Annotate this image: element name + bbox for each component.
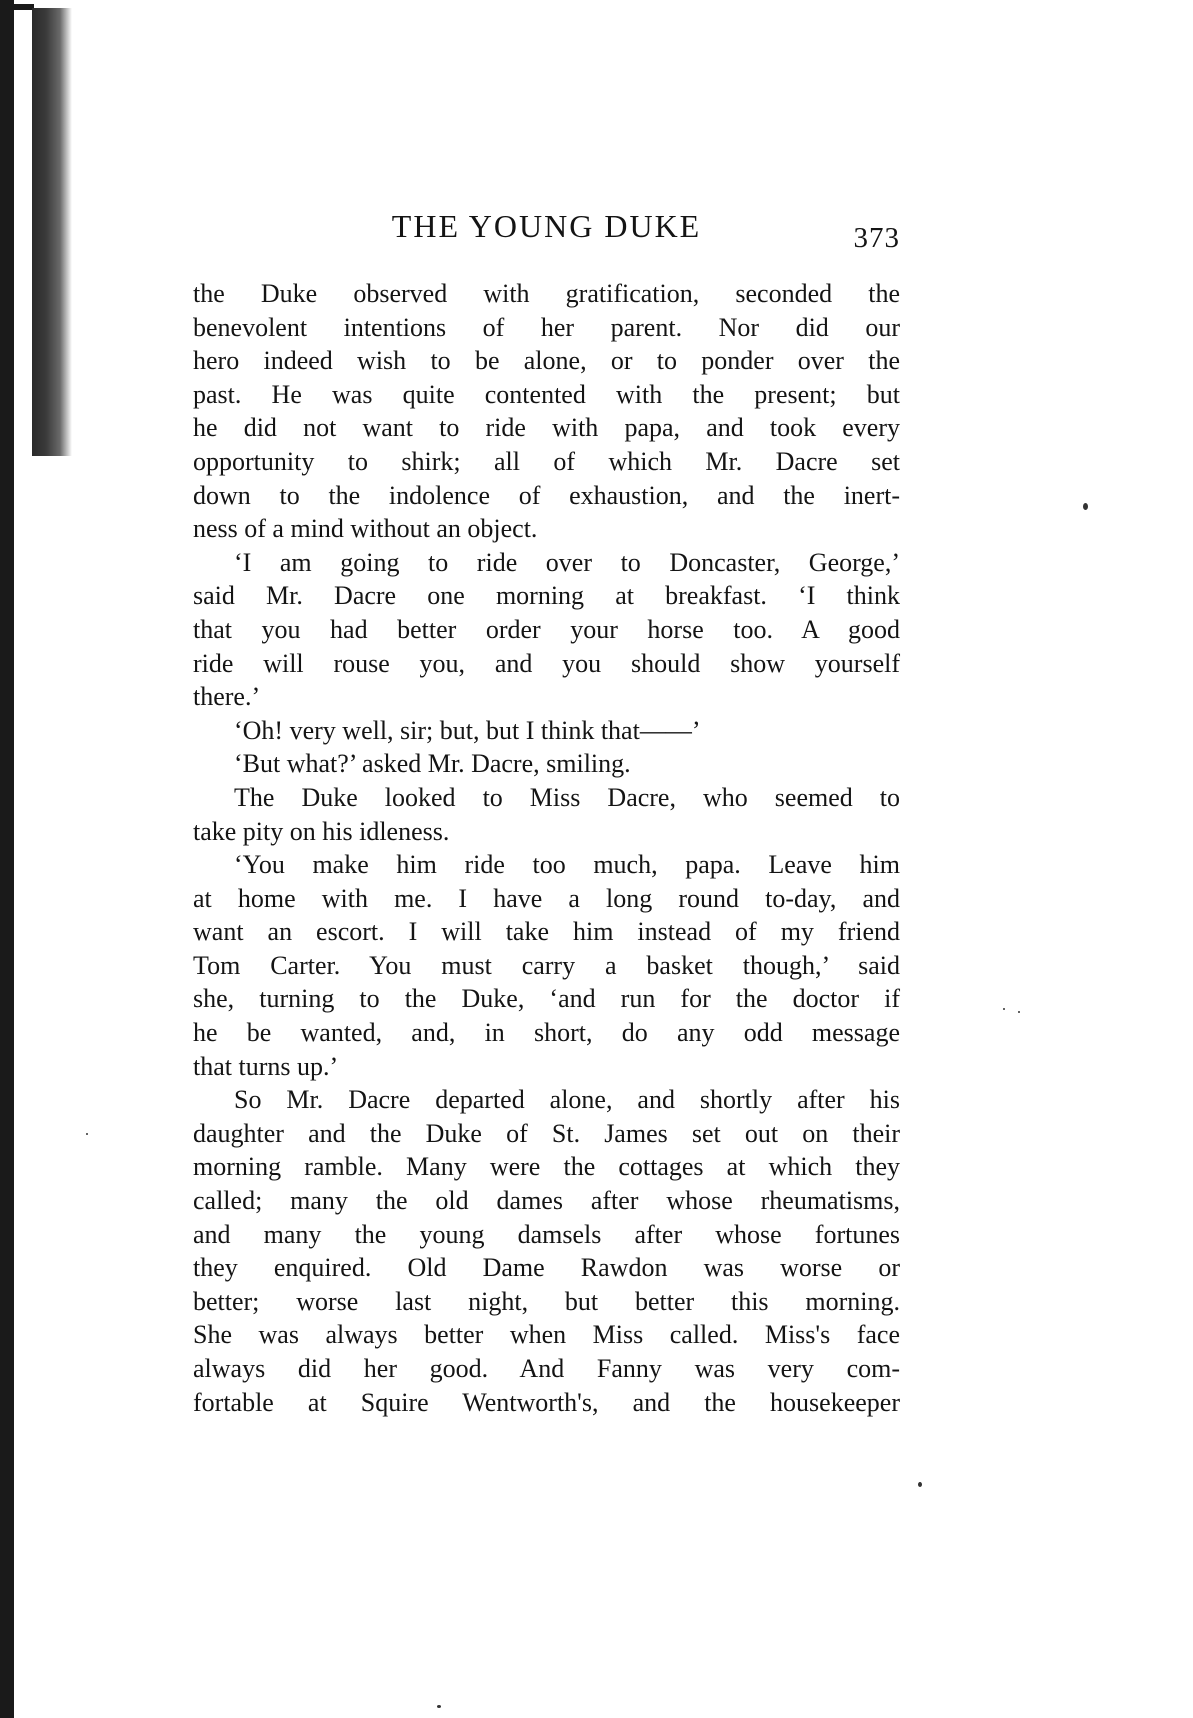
paper-speck xyxy=(918,1482,922,1487)
text-line: they enquired. Old Dame Rawdon was worse or xyxy=(193,1253,900,1283)
text-line: always did her good. And Fanny was very com- xyxy=(193,1354,900,1383)
text-line: The Duke looked to Miss Dacre, who seemed to xyxy=(234,782,900,812)
text-line: that you had better order your horse too. A good xyxy=(193,614,900,644)
text-line: morning ramble. Many were the cottages at which they xyxy=(193,1152,900,1182)
paper-speck xyxy=(1018,1011,1020,1013)
text-line: benevolent intentions of her parent. Nor did our xyxy=(193,312,900,342)
text-line: past. He was quite contented with the present; but xyxy=(193,379,900,409)
binding-shadow xyxy=(32,8,72,456)
text-line: the Duke observed with gratification, seconded the xyxy=(193,279,900,308)
text-line: ness of a mind without an object. xyxy=(193,514,538,544)
text-line: she, turning to the Duke, ‘and run for the doctor if xyxy=(193,984,900,1014)
text-line: said Mr. Dacre one morning at breakfast. ‘I think xyxy=(193,581,900,611)
text-line: Tom Carter. You must carry a basket though,’ said xyxy=(193,950,900,980)
binding-foot xyxy=(0,1688,14,1710)
text-line: want an escort. I will take him instead of my friend xyxy=(193,917,900,947)
text-line: hero indeed wish to be alone, or to ponder over the xyxy=(193,346,900,376)
text-line: ride will rouse you, and you should show yourself xyxy=(193,648,900,678)
text-line: called; many the old dames after whose rheumatisms, xyxy=(193,1186,900,1216)
text-line: daughter and the Duke of St. James set out on their xyxy=(193,1118,900,1148)
paper-speck xyxy=(1083,503,1088,510)
text-line: fortable at Squire Wentworth's, and the housekeeper xyxy=(193,1387,900,1417)
text-line: and many the young damsels after whose fortunes xyxy=(193,1219,900,1249)
text-line: She was always better when Miss called. Miss's face xyxy=(193,1320,900,1350)
text-line: ‘You make him ride too much, papa. Leave him xyxy=(234,850,900,880)
text-line: that turns up.’ xyxy=(193,1051,339,1081)
page-number: 373 xyxy=(853,222,900,254)
paper-speck xyxy=(86,1133,88,1135)
paper-speck xyxy=(1003,1008,1005,1010)
text-line: there.’ xyxy=(193,682,261,712)
text-line: So Mr. Dacre departed alone, and shortly after his xyxy=(234,1085,900,1115)
text-line: he did not want to ride with papa, and took every xyxy=(193,413,900,443)
text-line: take pity on his idleness. xyxy=(193,816,450,846)
body-text xyxy=(193,277,900,1419)
text-line: opportunity to shirk; all of which Mr. Dacre set xyxy=(193,446,900,476)
text-line: he be wanted, and, in short, do any odd message xyxy=(193,1018,900,1048)
running-title: THE YOUNG DUKE xyxy=(391,208,702,244)
text-line: ‘I am going to ride over to Doncaster, George,’ xyxy=(234,547,900,577)
book-binding-edge xyxy=(0,0,14,1718)
text-line: down to the indolence of exhaustion, and the inert- xyxy=(193,480,900,510)
binding-notch xyxy=(14,4,34,10)
paper-speck xyxy=(437,1705,441,1708)
page-header xyxy=(193,206,900,254)
text-line: at home with me. I have a long round to-day, and xyxy=(193,883,900,913)
text-line: better; worse last night, but better this morning. xyxy=(193,1286,900,1316)
text-line: ‘Oh! very well, sir; but, but I think that——’ xyxy=(234,715,701,745)
text-line: ‘But what?’ asked Mr. Dacre, smiling. xyxy=(234,749,631,779)
